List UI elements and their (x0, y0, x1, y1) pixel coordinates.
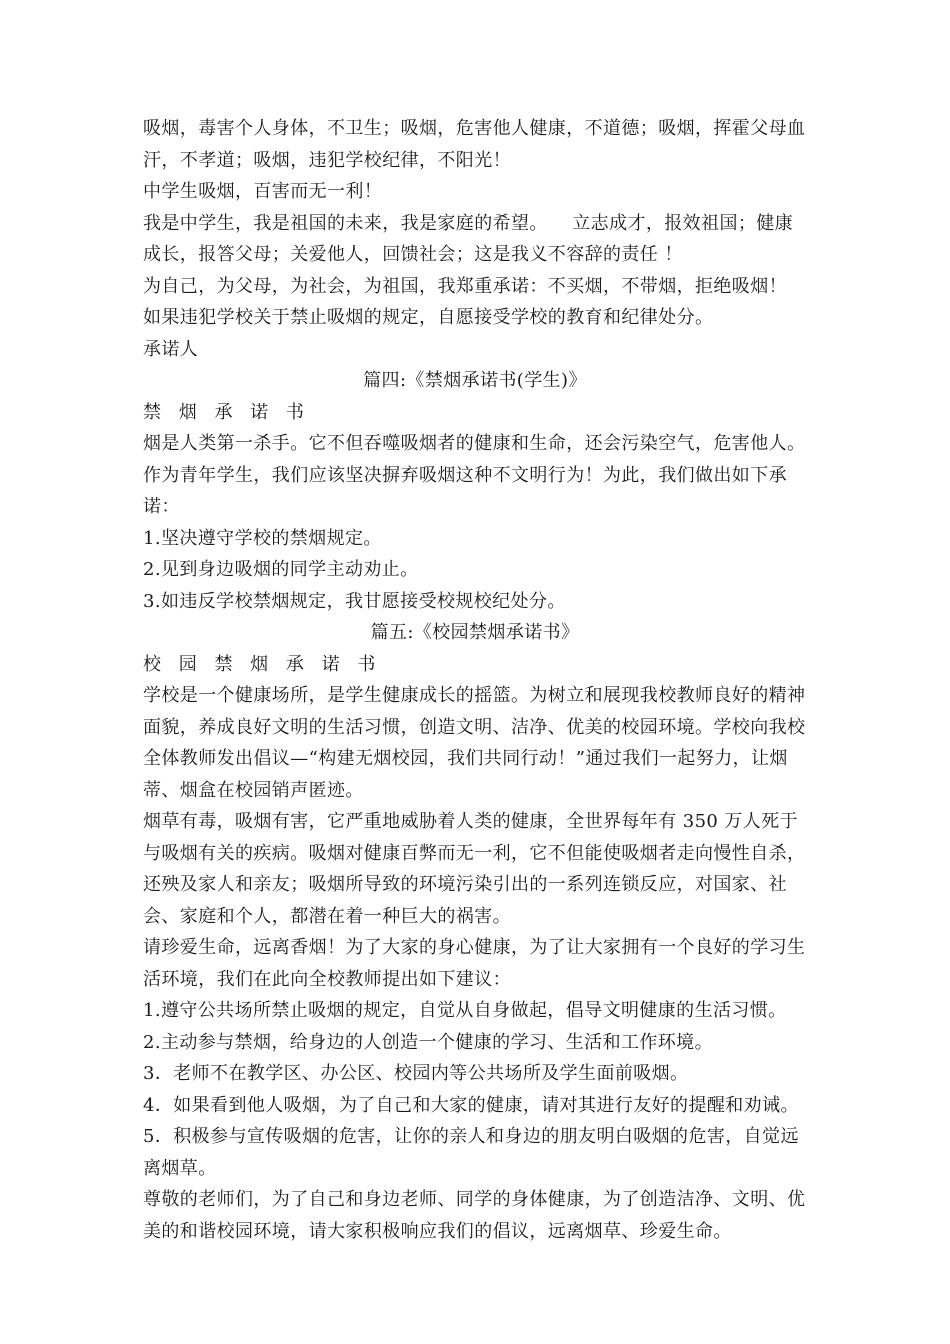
list-item: 3.如违反学校禁烟规定，我甘愿接受校规校纪处分。 (143, 590, 566, 612)
list-item: 1.坚决遵守学校的禁烟规定。 (143, 527, 382, 549)
list-item: 2.主动参与禁烟，给身边的人创造一个健康的学习、生活和工作环境。 (143, 1031, 713, 1053)
paragraph: 尊敬的老师们，为了自己和身边老师、同学的身体健康，为了创造洁净、文明、优美的和谐校园环境，请大家积极响应我们的倡议，远离烟草、珍爱生命。 (143, 1189, 806, 1242)
paragraph: 中学生吸烟，百害而无一利！ (143, 181, 383, 202)
paragraph: 为自己，为父母，为社会，为祖国，我郑重承诺：不买烟，不带烟，拒绝吸烟！ (143, 275, 787, 297)
list-item: 2.见到身边吸烟的同学主动劝止。 (143, 559, 419, 580)
paragraph: 如果违犯学校关于禁止吸烟的规定，自愿接受学校的教育和纪律处分。 (143, 307, 714, 328)
section-title: 篇四:《禁烟承诺书(学生)》 (363, 370, 587, 391)
section-title: 篇五:《校园禁烟承诺书》 (370, 622, 580, 643)
list-item: 1.遵守公共场所禁止吸烟的规定，自觉从自身做起，倡导文明健康的生活习惯。 (143, 1000, 787, 1021)
document-body (143, 113, 807, 1247)
paragraph: 学校是一个健康场所，是学生健康成长的摇篮。为树立和展现我校教师良好的精神面貌，养成良好文明的生活习惯，创造文明、洁净、优美的校园环境。学校向我校全体教师发出倡议—“构建无烟校园，我们共同行动！”通过我们一起努力，让烟蒂、烟盒在校园销声匿迹。 (143, 685, 806, 801)
list-item: 3．老师不在教学区、办公区、校园内等公共场所及学生面前吸烟。 (143, 1063, 689, 1084)
signature-label: 承诺人 (143, 338, 199, 360)
paragraph: 烟草有毒，吸烟有害，它严重地威胁着人类的健康，全世界每年有 350 万人死于与吸烟有关的疾病。吸烟对健康百弊而无一利，它不但能使吸烟者走向慢性自杀，还殃及家人和亲友；吸烟所导致的环境污染引出的一系列连锁反应，对国家、社会、家庭和个人，都潜在着一种巨大的祸害。 (143, 811, 806, 927)
paragraph: 我是中学生，我是祖国的未来，我是家庭的希望。 立志成才，报效祖国；健康成长，报答父母；关爱他人，回馈社会；这是我义不容辞的责任 ！ (143, 212, 794, 265)
section-heading: 校 园 禁 烟 承 诺 书 (143, 653, 382, 675)
paragraph: 请珍爱生命，远离香烟！为了大家的身心健康，为了让大家拥有一个良好的学习生活环境，我们在此向全校教师提出如下建议： (143, 937, 806, 990)
paragraph: 烟是人类第一杀手。它不但吞噬吸烟者的健康和生命，还会污染空气，危害他人。作为青年学生，我们应该坚决摒弃吸烟这种不文明行为！为此，我们做出如下承诺： (143, 433, 806, 517)
list-item: 4．如果看到他人吸烟，为了自己和大家的健康，请对其进行友好的提醒和劝诫。 (143, 1094, 799, 1116)
section-heading: 禁 烟 承 诺 书 (143, 401, 310, 423)
paragraph: 吸烟，毒害个人身体，不卫生；吸烟，危害他人健康，不道德；吸烟，挥霍父母血汗，不孝道；吸烟，违犯学校纪律，不阳光！ (143, 118, 806, 171)
list-item: 5．积极参与宣传吸烟的危害，让你的亲人和身边的朋友明白吸烟的危害，自觉远离烟草。 (143, 1126, 799, 1179)
